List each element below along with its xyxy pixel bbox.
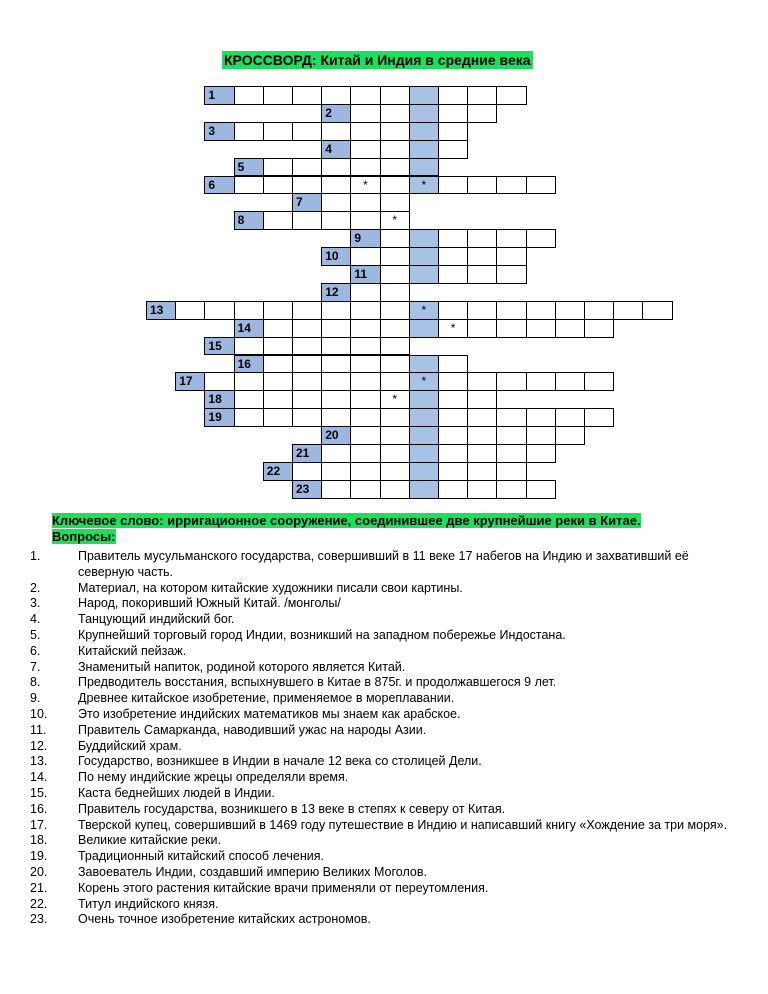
question-text: Крупнейший торговый город Индии, возникший на западном побережье Индостана. (78, 627, 566, 642)
letter-cell (438, 301, 468, 320)
keyword-cell (409, 444, 439, 463)
letter-cell (438, 444, 468, 463)
letter-cell (321, 176, 351, 195)
letter-cell (438, 86, 468, 105)
letter-cell (467, 462, 497, 481)
letter-cell (350, 372, 380, 391)
question-item (30, 754, 730, 770)
letter-cell (234, 372, 264, 391)
letter-cell (526, 444, 556, 463)
letter-cell (350, 140, 380, 159)
letter-cell (438, 372, 468, 391)
letter-cell (350, 176, 380, 195)
question-number: 13. (30, 754, 48, 769)
question-text: Каста беднейших людей в Индии. (78, 785, 275, 800)
letter-cell (292, 301, 322, 320)
question-number: 4. (30, 612, 41, 627)
keyword-cell (409, 247, 439, 266)
question-number: 15. (30, 785, 48, 800)
letter-cell (234, 122, 264, 141)
letter-cell (234, 301, 264, 320)
letter-cell (438, 408, 468, 427)
letter-cell (321, 158, 351, 177)
star-marker: * (421, 302, 427, 317)
question-item (30, 691, 730, 707)
letter-cell (234, 390, 264, 409)
letter-cell (438, 229, 468, 248)
star-marker: * (421, 177, 427, 192)
letter-cell (292, 462, 322, 481)
keyword-cell (409, 319, 439, 338)
letter-cell (496, 444, 526, 463)
clue-number-cell: 19 (204, 408, 234, 427)
letter-cell (292, 86, 322, 105)
letter-cell (555, 319, 585, 338)
letter-cell (263, 337, 293, 356)
letter-cell (380, 408, 410, 427)
letter-cell (263, 301, 293, 320)
question-text: Правитель Самарканда, наводивший ужас на народы Азии. (78, 722, 427, 737)
letter-cell (555, 372, 585, 391)
letter-cell (321, 390, 351, 409)
letter-cell (380, 158, 410, 177)
letter-cell (496, 319, 526, 338)
letter-cell (526, 176, 556, 195)
letter-cell (292, 158, 322, 177)
letter-cell (350, 426, 380, 445)
question-number: 2. (30, 580, 41, 595)
letter-cell (234, 176, 264, 195)
letter-cell (321, 372, 351, 391)
letter-cell (263, 86, 293, 105)
letter-cell (321, 355, 351, 374)
keyword-cell (409, 408, 439, 427)
letter-cell (438, 462, 468, 481)
letter-cell (263, 158, 293, 177)
letter-cell (380, 176, 410, 195)
clue-number-cell: 21 (292, 444, 322, 463)
letter-cell (350, 104, 380, 123)
keyword-cell (409, 426, 439, 445)
keyword-cell (409, 158, 439, 177)
star-marker: * (392, 213, 398, 228)
letter-cell (292, 337, 322, 356)
letter-cell (292, 211, 322, 230)
star-marker: * (363, 177, 368, 192)
letter-cell (438, 426, 468, 445)
question-text: Народ, покоривший Южный Китай. /монголы/ (78, 596, 341, 611)
letter-cell (350, 301, 380, 320)
letter-cell (380, 283, 410, 302)
keyword-cell (409, 462, 439, 481)
question-text: Великие китайские реки. (78, 833, 221, 848)
question-number: 10. (30, 706, 48, 721)
question-number: 14. (30, 770, 48, 785)
letter-cell (380, 229, 410, 248)
letter-cell (496, 265, 526, 284)
question-text: Государство, возникшее в Индии в начале 12 века со столицей Дели. (78, 754, 482, 769)
clue-number-cell: 6 (204, 176, 234, 195)
keyword-cell (409, 301, 439, 320)
letter-cell (321, 301, 351, 320)
question-number: 3. (30, 596, 41, 611)
letter-cell (380, 319, 410, 338)
keyword-cell (409, 229, 439, 248)
question-item (30, 881, 730, 897)
letter-cell (584, 319, 614, 338)
letter-cell (321, 337, 351, 356)
letter-cell (263, 176, 293, 195)
question-number: 16. (30, 801, 48, 816)
question-item (30, 818, 730, 834)
question-text: Знаменитый напиток, родиной которого является Китай. (78, 659, 406, 674)
question-text: Правитель мусульманского государства, совершивший в 11 веке 17 набегов на Индию и захвативший её северную часть. (78, 549, 689, 579)
letter-cell (467, 301, 497, 320)
letter-cell (380, 426, 410, 445)
clue-number-cell: 10 (321, 247, 351, 266)
keyword-cell (409, 140, 439, 159)
question-text: Правитель государства, возникшего в 13 веке в степях к северу от Китая. (78, 801, 506, 816)
letter-cell (496, 229, 526, 248)
question-text: Это изобретение индийских математиков мы знаем как арабское. (78, 706, 461, 721)
letter-cell (438, 122, 468, 141)
letter-cell (292, 372, 322, 391)
question-item (30, 802, 730, 818)
letter-cell (350, 193, 380, 212)
letter-cell (234, 408, 264, 427)
letter-cell (642, 301, 672, 320)
clue-number-cell: 13 (146, 301, 176, 320)
letter-cell (526, 480, 556, 499)
letter-cell (467, 426, 497, 445)
letter-cell (526, 426, 556, 445)
clue-number-cell: 2 (321, 104, 351, 123)
letter-cell (467, 390, 497, 409)
letter-cell (438, 390, 468, 409)
letter-cell (380, 211, 410, 230)
clue-number-cell: 4 (321, 140, 351, 159)
letter-cell (467, 247, 497, 266)
letter-cell (438, 140, 468, 159)
keyword-cell (409, 104, 439, 123)
letter-cell (438, 176, 468, 195)
question-item (30, 849, 730, 865)
letter-cell (263, 390, 293, 409)
keyword-cell (409, 480, 439, 499)
clue-number-cell: 1 (204, 86, 234, 105)
letter-cell (467, 372, 497, 391)
letter-cell (613, 301, 643, 320)
letter-cell (496, 480, 526, 499)
clue-number-cell: 3 (204, 122, 234, 141)
keyword-prompt (52, 513, 641, 529)
letter-cell (321, 211, 351, 230)
question-item (30, 786, 730, 802)
letter-cell (380, 372, 410, 391)
letter-cell (263, 372, 293, 391)
letter-cell (263, 211, 293, 230)
letter-cell (263, 408, 293, 427)
question-text: Традиционный китайский способ лечения. (78, 849, 324, 864)
keyword-cell (409, 122, 439, 141)
letter-cell (263, 319, 293, 338)
star-marker: * (450, 320, 456, 335)
letter-cell (496, 462, 526, 481)
question-number: 18. (30, 833, 48, 848)
letter-cell (263, 122, 293, 141)
letter-cell (292, 319, 322, 338)
letter-cell (584, 372, 614, 391)
star-marker: * (421, 374, 427, 389)
letter-cell (380, 462, 410, 481)
questions-list (30, 549, 730, 928)
letter-cell (496, 86, 526, 105)
letter-cell (321, 319, 351, 338)
letter-cell (438, 247, 468, 266)
letter-cell (380, 355, 410, 374)
letter-cell (380, 301, 410, 320)
question-number: 23. (30, 912, 48, 927)
letter-cell (175, 301, 205, 320)
clue-number-cell: 18 (204, 390, 234, 409)
clue-number-cell: 20 (321, 426, 351, 445)
letter-cell (292, 122, 322, 141)
letter-cell (380, 86, 410, 105)
letter-cell (380, 265, 410, 284)
question-item (30, 581, 730, 597)
question-item (30, 912, 730, 928)
clue-number-cell: 12 (321, 283, 351, 302)
keyword-label: Ключевое слово: ирригационное сооружение, соединившее две крупнейшие реки в Китае. (52, 513, 641, 528)
question-item (30, 612, 730, 628)
letter-cell (467, 265, 497, 284)
question-text: Материал, на котором китайские художники писали свои картины. (78, 580, 463, 595)
clue-number-cell: 22 (263, 462, 293, 481)
letter-cell (380, 193, 410, 212)
keyword-cell (409, 372, 439, 391)
letter-cell (321, 444, 351, 463)
letter-cell (380, 390, 410, 409)
question-number: 9. (30, 691, 41, 706)
letter-cell (467, 408, 497, 427)
keyword-cell (409, 176, 439, 195)
letter-cell (526, 319, 556, 338)
letter-cell (350, 247, 380, 266)
clue-number-cell: 17 (175, 372, 205, 391)
letter-cell (350, 158, 380, 177)
letter-cell (380, 444, 410, 463)
letter-cell (467, 444, 497, 463)
question-number: 6. (30, 643, 41, 658)
letter-cell (584, 408, 614, 427)
question-item (30, 644, 730, 660)
letter-cell (380, 337, 410, 356)
question-item (30, 628, 730, 644)
letter-cell (555, 408, 585, 427)
letter-cell (380, 247, 410, 266)
letter-cell (496, 247, 526, 266)
question-number: 1. (30, 549, 41, 563)
letter-cell (584, 301, 614, 320)
letter-cell (234, 337, 264, 356)
letter-cell (380, 122, 410, 141)
clue-number-cell: 11 (350, 265, 380, 284)
clue-number-cell: 9 (350, 229, 380, 248)
letter-cell (526, 372, 556, 391)
question-number: 8. (30, 675, 41, 690)
star-marker: * (392, 392, 398, 407)
letter-cell (321, 193, 351, 212)
letter-cell (350, 337, 380, 356)
question-number: 17. (30, 817, 48, 832)
letter-cell (292, 355, 322, 374)
letter-cell (321, 122, 351, 141)
letter-cell (467, 86, 497, 105)
letter-cell (438, 265, 468, 284)
keyword-cell (409, 265, 439, 284)
clue-number-cell: 8 (234, 211, 264, 230)
question-text: Титул индийского князя. (78, 896, 219, 911)
letter-cell (526, 301, 556, 320)
letter-cell (467, 480, 497, 499)
clue-number-cell: 14 (234, 319, 264, 338)
question-item (30, 739, 730, 755)
question-item (30, 596, 730, 612)
clue-number-cell: 5 (234, 158, 264, 177)
keyword-cell (409, 86, 439, 105)
letter-cell (496, 408, 526, 427)
question-text: По нему индийские жрецы определяли время. (78, 770, 349, 785)
letter-cell (321, 462, 351, 481)
question-text: Корень этого растения китайские врачи применяли от переутомления. (78, 880, 489, 895)
letter-cell (321, 480, 351, 499)
question-number: 11. (30, 722, 47, 737)
question-number: 20. (30, 864, 48, 879)
question-item (30, 865, 730, 881)
letter-cell (350, 462, 380, 481)
letter-cell (350, 444, 380, 463)
question-number: 21. (30, 880, 48, 895)
question-item (30, 707, 730, 723)
letter-cell (380, 480, 410, 499)
letter-cell (350, 355, 380, 374)
keyword-cell (409, 355, 439, 374)
letter-cell (380, 104, 410, 123)
question-item (30, 660, 730, 676)
letter-cell (496, 176, 526, 195)
letter-cell (438, 104, 468, 123)
question-item (30, 675, 730, 691)
letter-cell (496, 301, 526, 320)
letter-cell (321, 408, 351, 427)
clue-number-cell: 16 (234, 355, 264, 374)
letter-cell (234, 86, 264, 105)
letter-cell (555, 426, 585, 445)
letter-cell (438, 355, 468, 374)
letter-cell (350, 122, 380, 141)
question-number: 12. (30, 738, 48, 753)
question-item (30, 897, 730, 913)
letter-cell (350, 319, 380, 338)
page-title: КРОССВОРД: Китай и Индия в средние века (224, 52, 531, 68)
letter-cell (350, 408, 380, 427)
letter-cell (292, 408, 322, 427)
questions-label: Вопросы: (52, 529, 116, 544)
keyword-cell (409, 390, 439, 409)
letter-cell (350, 480, 380, 499)
clue-number-cell: 15 (204, 337, 234, 356)
question-number: 5. (30, 627, 41, 642)
letter-cell (526, 229, 556, 248)
question-text: Очень точное изобретение китайских астрономов. (78, 912, 371, 927)
letter-cell (555, 301, 585, 320)
question-item (30, 723, 730, 739)
letter-cell (526, 408, 556, 427)
questions-heading (52, 529, 116, 545)
question-text: Тверской купец, совершивший в 1469 году путешествие в Индию и написавший книгу «Хождение за три моря». (78, 817, 728, 832)
letter-cell (350, 390, 380, 409)
letter-cell (321, 86, 351, 105)
letter-cell (263, 355, 293, 374)
letter-cell (350, 283, 380, 302)
letter-cell (467, 319, 497, 338)
letter-cell (350, 86, 380, 105)
letter-cell (438, 319, 468, 338)
letter-cell (204, 372, 234, 391)
question-text: Завоеватель Индии, создавший империю Великих Моголов. (78, 864, 427, 879)
letter-cell (292, 176, 322, 195)
question-text: Буддийский храм. (78, 738, 182, 753)
letter-cell (467, 176, 497, 195)
clue-number-cell: 7 (292, 193, 322, 212)
letter-cell (496, 372, 526, 391)
question-number: 7. (30, 659, 41, 674)
question-item (30, 549, 730, 581)
question-number: 22. (30, 896, 48, 911)
question-item (30, 770, 730, 786)
question-text: Танцующий индийский бог. (78, 612, 235, 627)
letter-cell (467, 104, 497, 123)
question-text: Предводитель восстания, вспыхнувшего в Китае в 875г. и продолжавшегося 9 лет. (78, 675, 557, 690)
clue-number-cell: 23 (292, 480, 322, 499)
question-item (30, 833, 730, 849)
letter-cell (380, 140, 410, 159)
letter-cell (204, 301, 234, 320)
question-number: 19. (30, 849, 48, 864)
letter-cell (467, 229, 497, 248)
question-text: Китайский пейзаж. (78, 643, 187, 658)
letter-cell (350, 211, 380, 230)
letter-cell (496, 426, 526, 445)
letter-cell (292, 390, 322, 409)
question-text: Древнее китайское изобретение, применяемое в мореплавании. (78, 691, 455, 706)
letter-cell (438, 480, 468, 499)
